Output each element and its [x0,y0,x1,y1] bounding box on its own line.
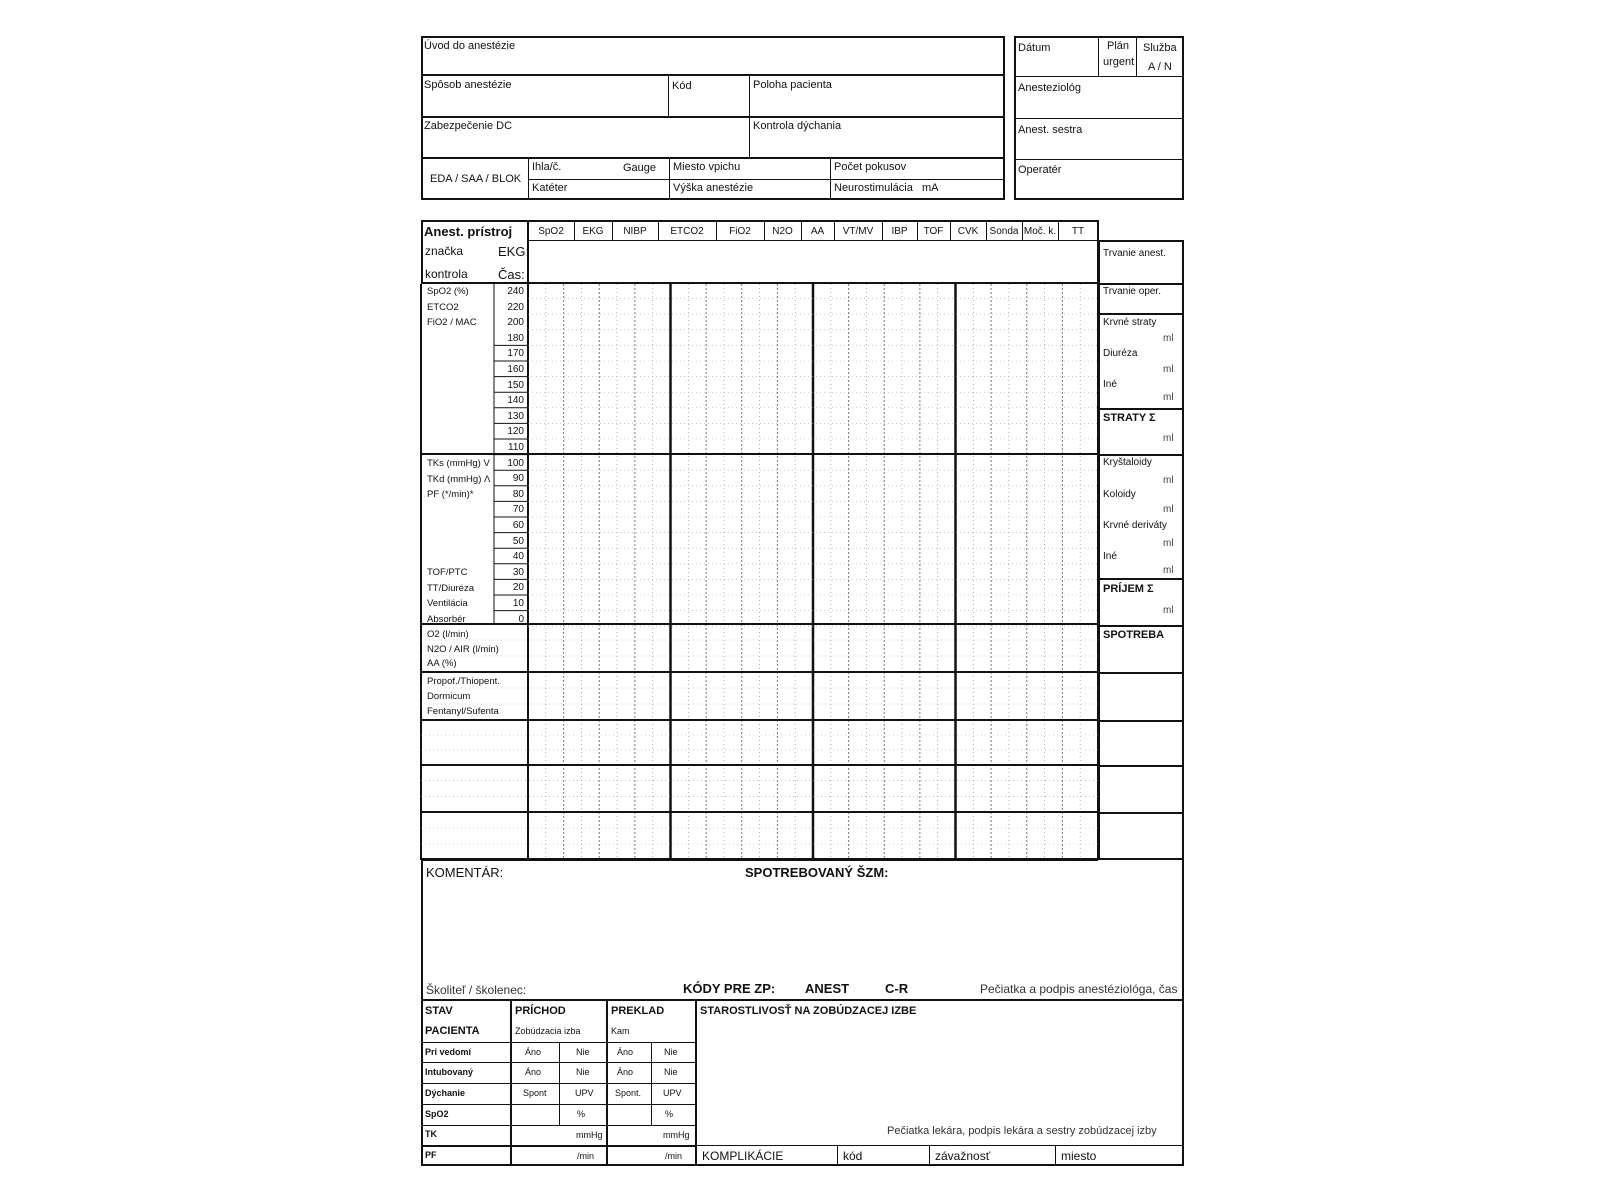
breathing-label: Dýchanie [425,1088,466,1098]
scale-tick-100: 100 [507,457,524,469]
patient-label: PACIENTA [425,1025,480,1037]
intake-total-label: PRÍJEM Σ [1103,583,1154,595]
insurance-codes-label: KÓDY PRE ZP: [683,981,776,996]
plan-label: Plán [1107,40,1130,52]
trainer-label: Školiteľ / školenec: [426,983,527,997]
label-bot-0: TOF/PTC [427,567,468,578]
other-loss-label: Iné [1103,379,1117,390]
monitor-column-etco2: ETCO2 [670,226,704,237]
monitor-column-vt-mv: VT/MV [842,226,874,237]
complication-code-label: kód [843,1149,863,1163]
colloids-label: Koloidy [1103,489,1136,500]
ml-9: ml [1163,605,1174,616]
puncture-site-label: Miesto vpichu [673,161,741,173]
transfer-label: PREKLAD [611,1005,665,1017]
cr-code-label: C-R [885,981,909,996]
attempts-label: Počet pokusov [834,161,907,173]
label-bot-2: Ventilácia [427,598,468,610]
anesthesia-duration-label: Trvanie anest. [1103,248,1166,259]
arrival-spont[interactable]: Spont [523,1088,547,1098]
arrival-spo2-unit: % [577,1109,586,1119]
neurostimulation-label: Neurostimulácia [834,182,913,194]
arrival-conscious-yes[interactable]: Áno [525,1047,542,1057]
label-top-0: SpO2 (%) [427,286,469,297]
complications-label: KOMPLIKÁCIE [702,1149,784,1163]
arrival-intubated-no[interactable]: Nie [576,1067,590,1077]
ml-8: ml [1163,565,1174,576]
blood-loss-label: Krvné straty [1103,317,1157,328]
ml-6: ml [1163,504,1174,515]
scale-tick-240: 240 [507,286,524,297]
label-top-2: FiO2 / MAC [427,317,477,329]
monitor-column-nibp: NIBP [623,226,647,237]
losses-total-label: STRATY Σ [1103,412,1156,424]
conscious-label: Pri vedomí [425,1047,472,1057]
transfer-intubated-no[interactable]: Nie [664,1067,678,1077]
nurse-label: Anest. sestra [1018,124,1083,136]
transfer-bp-unit: mmHg [663,1130,690,1140]
needle-label: Ihla/č. [532,161,562,173]
label-drug-1: Dormicum [427,691,471,702]
operation-duration-label: Trvanie oper. [1103,286,1161,297]
airway-label: Zabezpečenie DC [424,120,513,132]
comment-label: KOMENTÁR: [426,865,504,880]
transfer-spo2-unit: % [665,1109,674,1119]
scale-tick-40: 40 [512,551,524,563]
arrival-label: PRÍCHOD [515,1005,566,1017]
consumption-label: SPOTREBA [1103,629,1165,641]
label-drug-2: Fentanyl/Sufenta [427,706,499,717]
arrival-conscious-no[interactable]: Nie [576,1047,590,1057]
blood-derivatives-label: Krvné deriváty [1103,520,1167,531]
monitor-column-cvk: CVK [957,226,979,237]
monitor-column-spo2: SpO2 [538,226,564,237]
urgent-label: urgent [1103,56,1135,68]
scale-tick-180: 180 [507,332,524,344]
label-gas-2: AA (%) [427,658,457,669]
ml-5: ml [1163,475,1174,486]
anesthesia-level-label: Výška anestézie [673,182,754,194]
monitor-column-aa: AA [810,226,825,237]
scale-tick-50: 50 [512,535,524,547]
other-intake-label: Iné [1103,551,1117,562]
arrival-intubated-yes[interactable]: Áno [525,1067,542,1077]
ml-4: ml [1163,433,1174,444]
brand-label: značka [425,244,464,258]
severity-label: závažnosť [935,1149,991,1163]
ml-7: ml [1163,538,1174,549]
scale-tick-220: 220 [507,301,524,313]
status-label: STAV [425,1005,453,1017]
duty-label: Služba [1143,42,1177,54]
crystalloids-label: Kryštaloidy [1103,457,1152,468]
anesthesia-method-label: Spôsob anestézie [424,79,512,91]
ekg-label: EKG: [498,244,530,259]
arrival-upv[interactable]: UPV [575,1088,594,1098]
scale-tick-170: 170 [507,348,524,360]
scale-tick-60: 60 [512,520,524,531]
scale-tick-30: 30 [512,566,524,578]
transfer-upv[interactable]: UPV [663,1088,682,1098]
regional-block-label: EDA / SAA / BLOK [430,173,522,185]
anest-code-label: ANEST [805,981,850,996]
patient-position-label: Poloha pacienta [753,79,832,91]
induction-label: Úvod do anestézie [424,40,516,52]
scale-tick-160: 160 [507,364,524,375]
scale-tick-80: 80 [512,488,524,500]
recovery-care-label: STAROSTLIVOSŤ NA ZOBÚDZACEJ IZBE [700,1005,917,1017]
arrival-pulse-unit: /min [577,1151,595,1161]
intubated-label: Intubovaný [425,1067,474,1077]
label-gas-0: O2 (l/min) [427,629,469,640]
label-gas-1: N2O / AIR (l/min) [427,643,499,655]
check-label: kontrola [425,267,468,281]
transfer-conscious-yes[interactable]: Áno [617,1047,634,1057]
label-top-1: ETCO2 [427,301,459,313]
duty-an-label: A / N [1148,61,1172,73]
anesthesiologist-stamp-label: Pečiatka a podpis anestéziológa, čas [980,982,1178,996]
catheter-label: Katéter [532,182,568,194]
label-mid-0: TKs (mmHg) V [427,458,490,469]
arrival-bp-unit: mmHg [576,1130,603,1140]
ml-1: ml [1163,333,1174,344]
diuresis-label: Diuréza [1103,348,1138,359]
transfer-intubated-yes[interactable]: Áno [617,1067,634,1077]
scale-tick-130: 130 [507,410,524,422]
location-label: miesto [1061,1149,1097,1163]
scale-tick-120: 120 [507,426,524,438]
monitor-column-fio2: FiO2 [729,226,751,237]
recovery-room-label: Zobúdzacia izba [515,1026,581,1036]
ma-label: mA [922,182,939,194]
spo2-status-label: SpO2 [425,1109,449,1119]
label-bot-1: TT/Diuréza [427,582,474,594]
scale-tick-70: 70 [512,504,524,516]
breathing-control-label: Kontrola dýchania [753,120,842,132]
date-label: Dátum [1018,42,1051,54]
label-mid-1: TKd (mmHg) Λ [427,473,491,485]
pulse-status-label: PF [425,1150,437,1160]
scale-tick-10: 10 [512,598,524,609]
code-label: Kód [672,80,692,92]
scale-tick-110: 110 [508,442,524,453]
bp-status-label: TK [425,1129,437,1139]
surgeon-label: Operatér [1018,164,1062,176]
monitor-column-mo-k-: Moč. k. [1023,226,1057,237]
monitor-title: Anest. prístroj [424,224,513,239]
scale-tick-90: 90 [512,473,524,485]
recovery-stamp-label: Pečiatka lekára, podpis lekára a sestry zobúdzacej izby [887,1125,1157,1137]
ml-2: ml [1163,364,1174,375]
monitor-column-tof: TOF [923,226,944,237]
transfer-spont[interactable]: Spont. [615,1088,642,1098]
anesthesiologist-label: Anesteziológ [1018,82,1081,94]
scale-tick-140: 140 [507,395,524,407]
consumed-material-label: SPOTREBOVANÝ ŠZM: [745,865,889,880]
monitor-column-tt: TT [1071,226,1085,237]
monitor-column-ibp: IBP [891,226,908,237]
label-drug-0: Propof./Thiopent. [427,676,500,687]
monitor-column-ekg: EKG [582,226,604,237]
scale-tick-200: 200 [507,317,524,329]
ml-3: ml [1163,392,1174,403]
monitor-column-sonda: Sonda [989,226,1019,237]
scale-tick-20: 20 [512,582,524,594]
monitor-column-n2o: N2O [772,226,793,237]
gauge-label: Gauge [623,162,657,174]
label-bot-3: Absorbér [427,613,466,625]
scale-tick-0: 0 [518,613,524,625]
transfer-where-label: Kam [611,1026,630,1036]
transfer-conscious-no[interactable]: Nie [664,1047,678,1057]
transfer-pulse-unit: /min [665,1151,683,1161]
time-label: Čas: [498,267,525,282]
scale-tick-150: 150 [507,379,524,391]
label-mid-2: PF (*/min)* [427,489,474,501]
